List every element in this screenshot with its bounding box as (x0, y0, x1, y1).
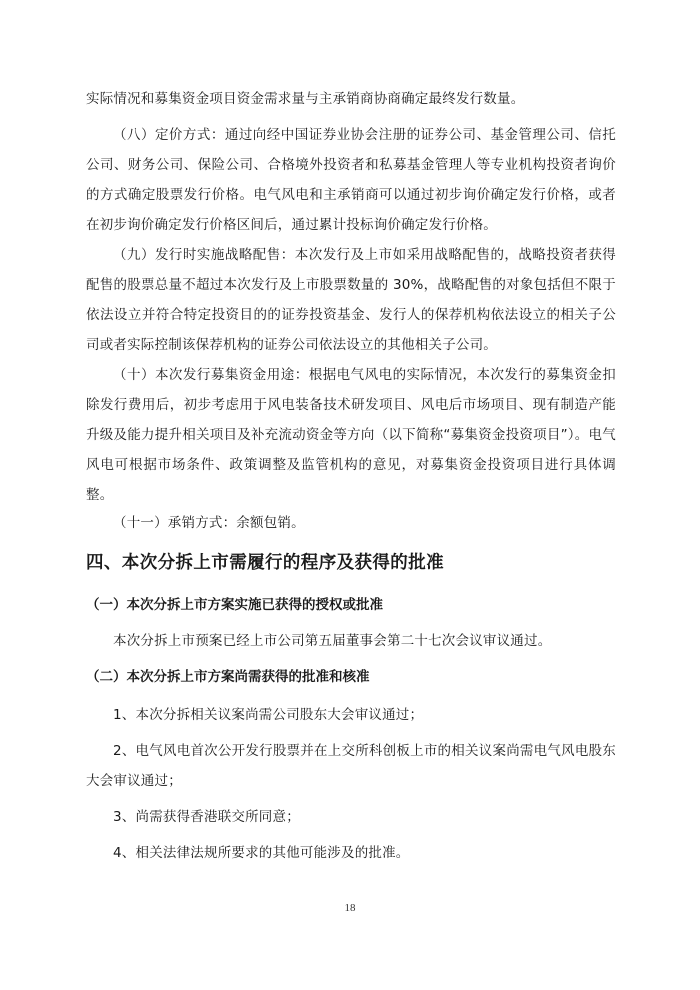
list-item: 4、相关法律法规所要求的其他可能涉及的批准。 (113, 845, 410, 861)
paragraph-underwriting: （十一）承销方式：余额包销。 (113, 515, 305, 531)
paragraph-fund-usage: （十）本次发行募集资金用途：根据电气风电的实际情况，本次发行的募集资金扣除发行费用后，初步考虑用于风电装备技术研发项目、风电后市场项目、现有制造产能升级及能力提升相关项目及补充流动资金等方向（以下简称“募集资金投资项目”）。电气风电可根据市场条件、政策调整及监管机构的意见，对募集资金投资项目进行具体调整。 (86, 367, 616, 503)
list-item: 3、尚需获得香港联交所同意； (113, 809, 300, 825)
list-item: 2、电气风电首次公开发行股票并在上交所科创板上市的相关议案尚需电气风电股东大会审议通过； (86, 743, 616, 789)
list-item: 1、本次分拆相关议案尚需公司股东大会审议通过； (113, 707, 424, 723)
section-heading: 四、本次分拆上市需履行的程序及获得的批准 (86, 553, 444, 573)
paragraph-board-approval: 本次分拆上市预案已经上市公司第五届董事会第二十七次会议审议通过。 (113, 633, 552, 649)
paragraph-pricing-method: （八）定价方式：通过向经中国证券业协会注册的证券公司、基金管理公司、信托公司、财务公司、保险公司、合格境外投资者和私募基金管理人等专业机构投资者询价的方式确定股票发行价格。电气风电和主承销商可以通过初步询价确定发行价格，或者在初步询价确定发行价格区间后，通过累计投标询价确定发行价格。 (86, 127, 616, 233)
subsection-heading-pending: （二）本次分拆上市方案尚需获得的批准和核准 (86, 669, 370, 685)
subsection-heading-authorized: （一）本次分拆上市方案实施已获得的授权或批准 (86, 597, 383, 613)
paragraph-strategic-placement: （九）发行时实施战略配售：本次发行及上市如采用战略配售的，战略投资者获得配售的股票总量不超过本次发行及上市股票数量的 30%，战略配售的对象包括但不限于依法设立并符合特定投资目的的证券投资基金、发行人的保荐机构依法设立的相关子公司或者实际控制该保荐机构的证券公司依法设立的其他相关子公司。 (86, 247, 616, 353)
paragraph-continued: 实际情况和募集资金项目资金需求量与主承销商协商确定最终发行数量。 (86, 91, 525, 107)
page-number: 18 (344, 902, 356, 914)
